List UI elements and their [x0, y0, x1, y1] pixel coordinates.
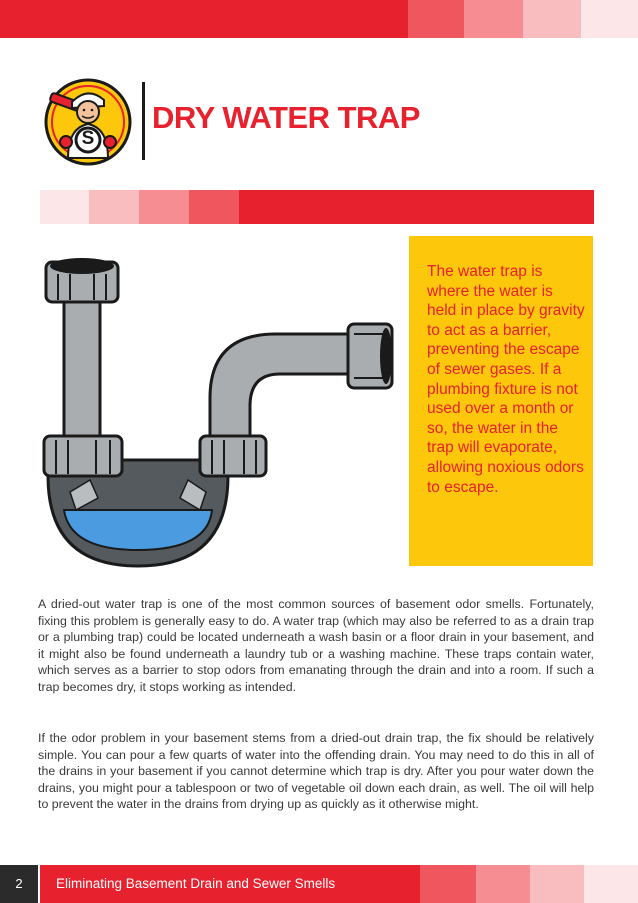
- footer-title: Eliminating Basement Drain and Sewer Smells: [56, 876, 336, 891]
- stripe-block: [189, 190, 239, 224]
- top-band-block: [408, 0, 464, 38]
- footer-band-block: [584, 865, 638, 903]
- plumber-mascot-icon: [44, 78, 132, 166]
- footer-band-block: [530, 865, 584, 903]
- top-band-block: [464, 0, 523, 38]
- body-paragraph-2: If the odor problem in your basement stems from a dried-out drain trap, the fix should be relatively simple. You can pour a few quarts of water into the offending drain. You may need to do this in all of the drains in your basement if you cannot determine which trap is dry. After you pour water down the drains, you might pour a tablespoon or two of vegetable oil down each drain, as well. The oil will help to prevent the water in the drains from drying up as quickly as it otherwise might.: [38, 731, 594, 812]
- p-trap-pipe-illustration: [40, 248, 410, 578]
- page-title: DRY WATER TRAP: [152, 100, 420, 135]
- top-band: [0, 0, 408, 38]
- footer-band-block: [476, 865, 530, 903]
- body-paragraph-1: A dried-out water trap is one of the most common sources of basement odor smells. Fortunately, fixing this problem is generally easy to do. A water trap (which may also be referred to as a drain trap or a plumbing trap) could be located underneath a wash basin or a floor drain in your basement, and it might also be found underneath a laundry tub or a washing machine. These traps contain water, which serves as a barrier to stop odors from emanating through the drain and into a room. If such a trap becomes dry, it stops working as intended.: [38, 597, 594, 694]
- stripe-block: [40, 190, 89, 224]
- stripe-block: [139, 190, 189, 224]
- header-divider: [142, 82, 145, 160]
- top-band-block: [523, 0, 581, 38]
- top-band-block: [581, 0, 638, 38]
- stripe-block: [239, 190, 594, 224]
- page-number: 2: [0, 865, 38, 903]
- logo-letter: S: [81, 128, 95, 149]
- callout-text: The water trap is where the water is held in place by gravity to act as a barrier, preventing the escape of sewer gases. If a plumbing fixture is not used over a month or so, the water in the trap will evaporate, allowing noxious odors to escape.: [427, 263, 585, 496]
- stripe-block: [89, 190, 139, 224]
- footer-band-block: [420, 865, 476, 903]
